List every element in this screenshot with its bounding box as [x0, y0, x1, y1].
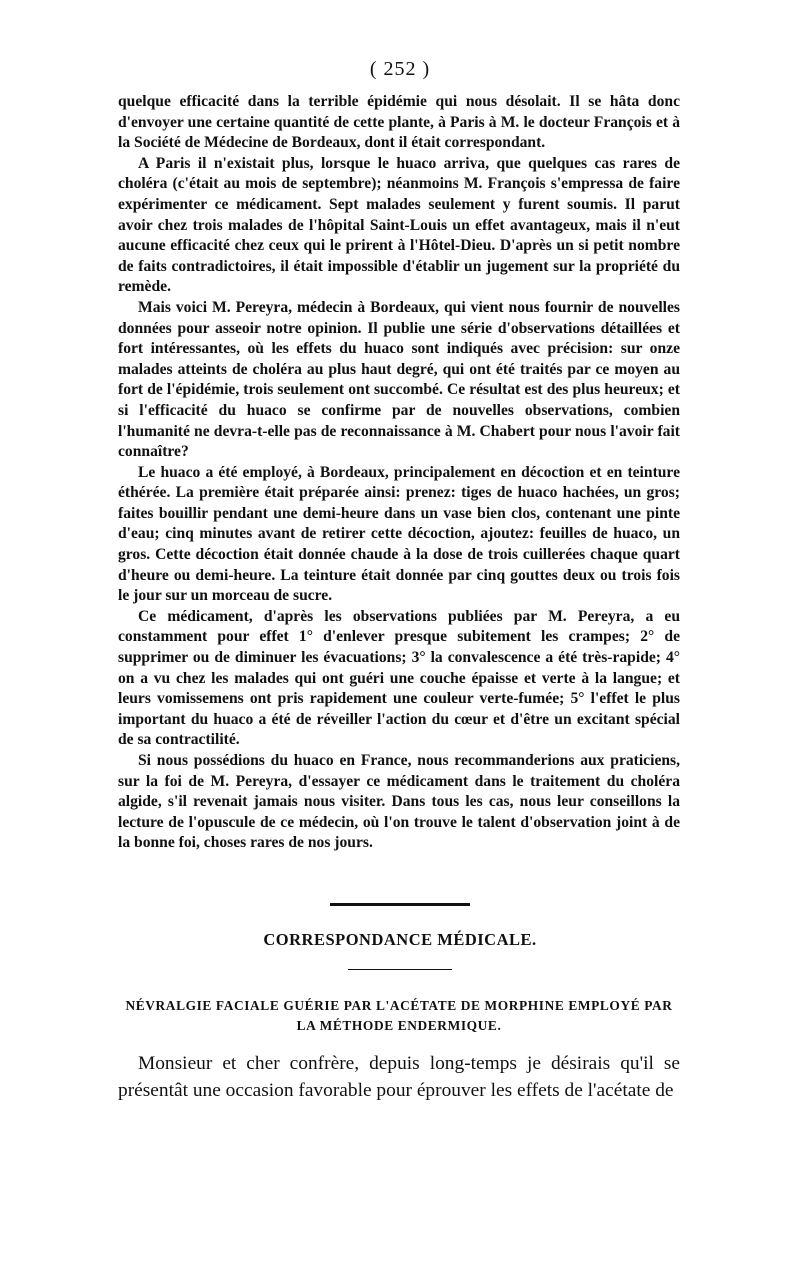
paragraph: Mais voici M. Pereyra, médecin à Bordeaux, qui vient nous fournir de nouvelles données pour asseoir notre opinion. Il publie une série d'observations détaillées et fort intéressantes, où les effets du huaco sont indiqués avec précision: sur onze malades atteints de choléra au plus haut degré, qui ont été traités par ce moyen au fort de l'épidémie, trois seulement ont succombé. Ce résultat est des plus heureux; et si l'efficacité du huaco se confirme par de nouvelles observations, combien l'humanité ne devra-t-elle pas de reconnaissance à M. Chabert pour nous l'avoir fait connaître? [118, 298, 680, 461]
section-title: CORRESPONDANCE MÉDICALE. [263, 930, 537, 949]
section-divider [330, 903, 470, 906]
title-divider [348, 969, 452, 970]
page-number: ( 252 ) [369, 58, 431, 80]
lead-paragraph: Monsieur et cher confrère, depuis long-temps je désirais qu'il se présentât une occasion favorable pour éprouver les effets de l'acétate de [118, 1053, 680, 1101]
paragraph: Le huaco a été employé, à Bordeaux, principalement en décoction et en teinture éthérée. La première était préparée ainsi: prenez: tiges de huaco hachées, un gros; faites bouillir pendant une demi-heure dans un vase bien clos, contenant une pinte d'eau; cinq minutes avant de retirer cette décoction, ajoutez: feuilles de huaco, un gros. Cette décoction était donnée chaude à la dose de trois cuillerées chaque quart d'heure ou demi-heure. La teinture était donnée par cinq gouttes deux ou trois fois le jour sur un morceau de sucre. [118, 463, 680, 605]
paragraph: A Paris il n'existait plus, lorsque le huaco arriva, que quelques cas rares de choléra (c'était au mois de septembre); néanmoins M. François s'empressa de faire expérimenter ce médicament. Sept malades seulement y furent soumis. Il parut avoir chez trois malades de l'hôpital Saint-Louis un effet avantageux, mais il n'eut aucune efficacité chez ceux qui le prirent à l'Hôtel-Dieu. D'après un si petit nombre de faits contradictoires, il était impossible d'établir un jugement sur la propriété du remède. [118, 154, 680, 296]
paragraph: quelque efficacité dans la terrible épidémie qui nous désolait. Il se hâta donc d'envoyer une certaine quantité de cette plante, à Paris à M. le docteur François et à la Société de Médecine de Bordeaux, dont il était correspondant. [118, 93, 680, 152]
paragraph: Ce médicament, d'après les observations publiées par M. Pereyra, a eu constamment pour effet 1° d'enlever presque subitement les crampes; 2° de supprimer ou de diminuer les évacuations; 3° la convalescence a été très-rapide; 4° on a vu chez les malades qui ont guéri une couche épaisse et verte à la langue; et leurs vomissemens ont pris rapidement une couleur verte-fumée; 5° l'effet le plus important du huaco a été de réveiller l'action du cœur et d'être un excitant spécial de sa contractilité. [118, 607, 680, 749]
paragraph: Si nous possédions du huaco en France, nous recommanderions aux praticiens, sur la foi de M. Pereyra, d'essayer ce médicament dans le traitement du choléra algide, s'il revenait jamais nous visiter. Dans tous les cas, nous leur conseillons la lecture de l'opuscule de ce médecin, où l'on trouve le talent d'observation joint à de la bonne foi, choses rares de nos jours. [118, 752, 680, 852]
article-body [118, 92, 680, 854]
article-title: NÉVRALGIE FACIALE GUÉRIE PAR L'ACÉTATE DE MORPHINE EMPLOYÉ PAR LA MÉTHODE ENDERMIQUE. [125, 998, 673, 1033]
